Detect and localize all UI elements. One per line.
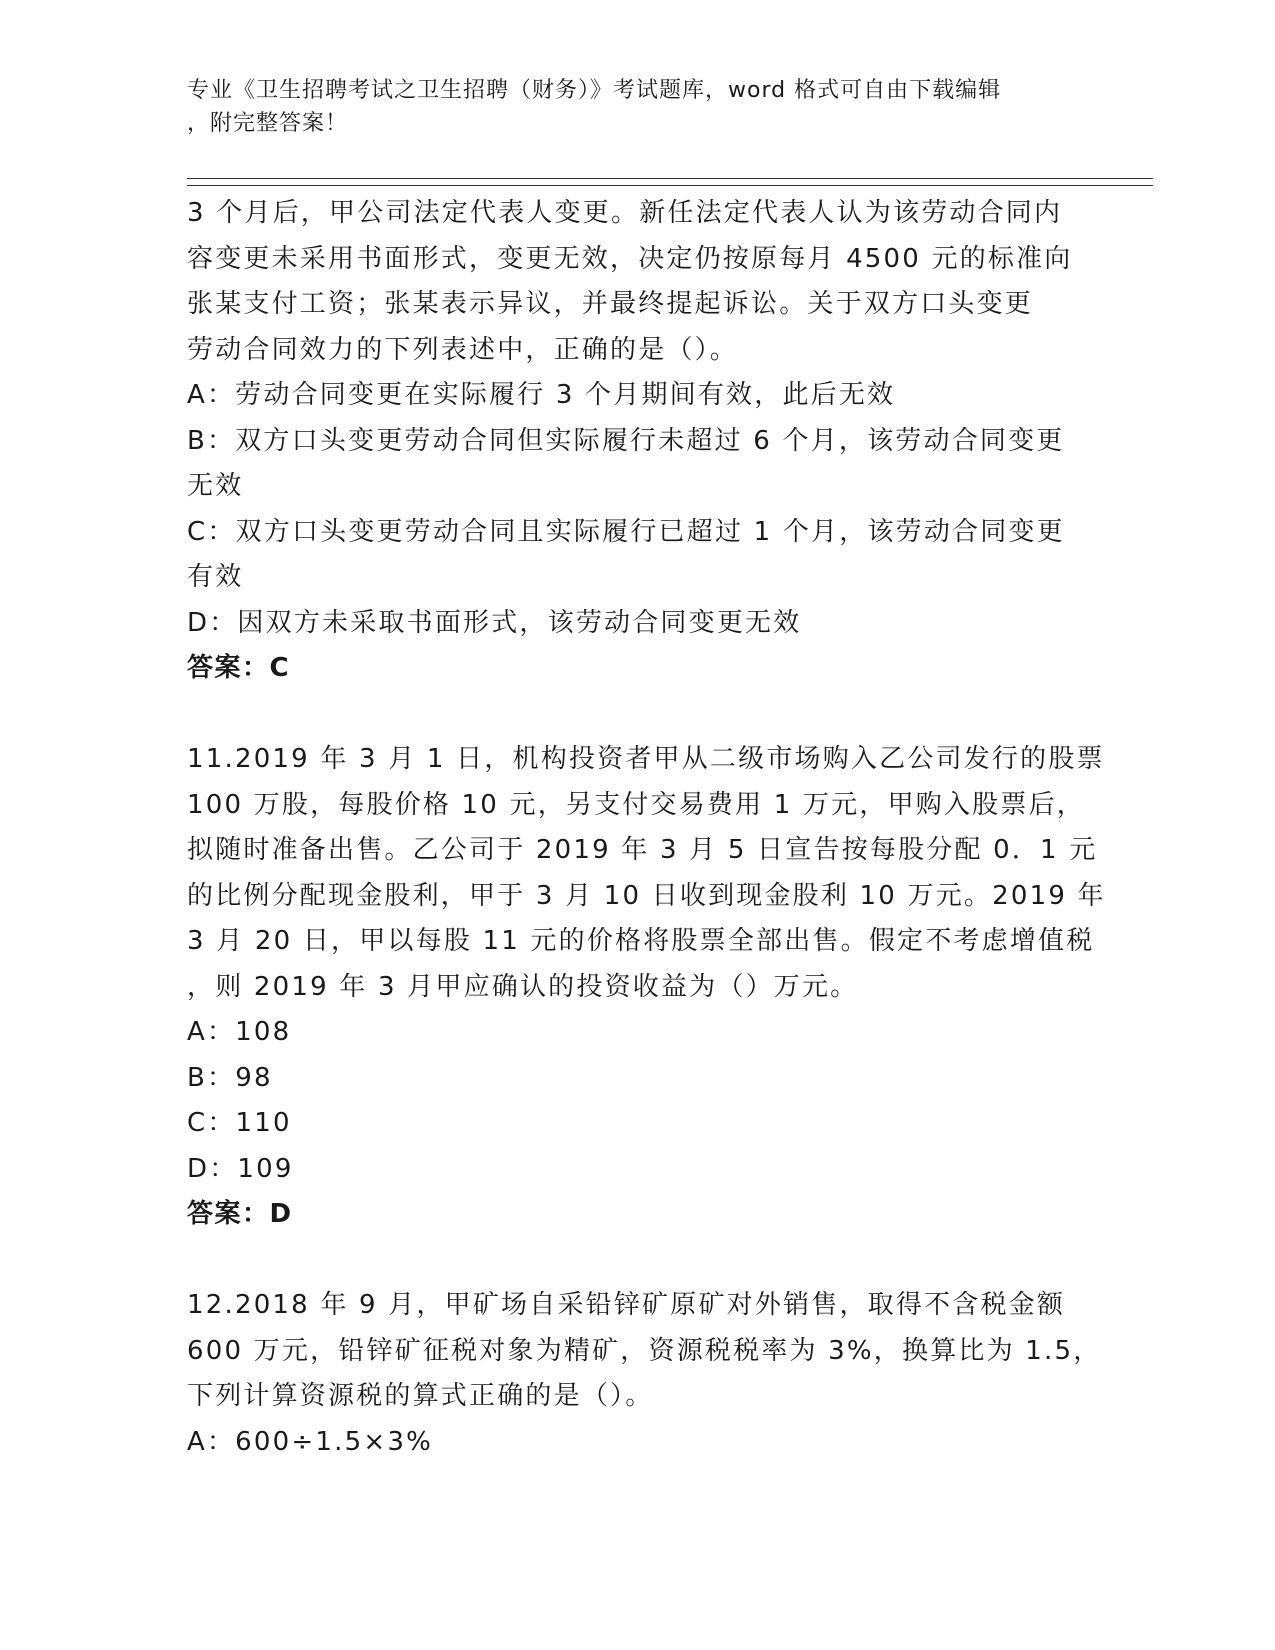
- document-header: [187, 74, 1067, 140]
- question-11: [187, 737, 1106, 1238]
- question-stem-line: 3 个月后，甲公司法定代表人变更。新任法定代表人认为该劳动合同内: [187, 198, 1063, 228]
- question-stem-line: ，则 2019 年 3 月甲应确认的投资收益为（）万元。: [187, 971, 859, 1002]
- option-b: B：双方口头变更劳动合同但实际履行未超过 6 个月，该劳动合同变更: [187, 425, 1065, 456]
- answer-label: 答案：C: [187, 653, 291, 683]
- question-stem-line: 的比例分配现金股利，甲于 3 月 10 日收到现金股利 10 万元。2019 年: [187, 880, 1106, 911]
- option-d: D：因双方未采取书面形式，该劳动合同变更无效: [187, 607, 802, 638]
- option-c: C：双方口头变更劳动合同且实际履行已超过 1 个月，该劳动合同变更: [187, 516, 1065, 547]
- question-stem-line: 容变更未采用书面形式，变更无效，决定仍按原每月 4500 元的标准向: [187, 243, 1073, 274]
- answer-label: 答案：D: [187, 1199, 293, 1229]
- question-stem-line: 11.2019 年 3 月 1 日，机构投资者甲从二级市场购入乙公司发行的股票: [187, 744, 1105, 774]
- option-a: A：108: [187, 1017, 292, 1047]
- question-12: [187, 1283, 1102, 1465]
- question-stem-line: 下列计算资源税的算式正确的是（）。: [187, 1381, 654, 1411]
- option-c-continued: 有效: [187, 562, 244, 592]
- header-line-2: ，附完整答案！: [187, 111, 349, 136]
- question-stem-line: 张某支付工资；张某表示异议，并最终提起诉讼。关于双方口头变更: [187, 289, 1034, 319]
- question-spacer: [187, 1238, 1087, 1284]
- option-c: C：110: [187, 1108, 292, 1138]
- option-b-continued: 无效: [187, 471, 244, 501]
- option-b: B：98: [187, 1062, 273, 1093]
- header-divider: [187, 178, 1153, 186]
- question-stem-line: 3 月 20 日，甲以每股 11 元的价格将股票全部出售。假定不考虑增值税: [187, 926, 1095, 956]
- header-line-1: 专业《卫生招聘考试之卫生招聘（财务）》考试题库，word 格式可自由下载编辑: [187, 78, 1002, 103]
- question-stem-line: 劳动合同效力的下列表述中，正确的是（）。: [187, 334, 739, 365]
- option-d: D：109: [187, 1153, 294, 1184]
- option-a: A：劳动合同变更在实际履行 3 个月期间有效，此后无效: [187, 380, 896, 410]
- question-10: [187, 191, 1087, 692]
- question-stem-line: 拟随时准备出售。乙公司于 2019 年 3 月 5 日宣告按每股分配 0．1 元: [187, 835, 1098, 865]
- option-a: A：600÷1.5×3%: [187, 1426, 433, 1457]
- question-stem-line: 600 万元，铅锌矿征税对象为精矿，资源税税率为 3%，换算比为 1.5，: [187, 1335, 1102, 1366]
- question-spacer: [187, 692, 1087, 738]
- question-stem-line: 100 万股，每股价格 10 元，另支付交易费用 1 万元，甲购入股票后，: [187, 789, 1085, 820]
- question-list: [187, 191, 1106, 1465]
- question-stem-line: 12.2018 年 9 月，甲矿场自采铅锌矿原矿对外销售，取得不含税金额: [187, 1290, 1066, 1320]
